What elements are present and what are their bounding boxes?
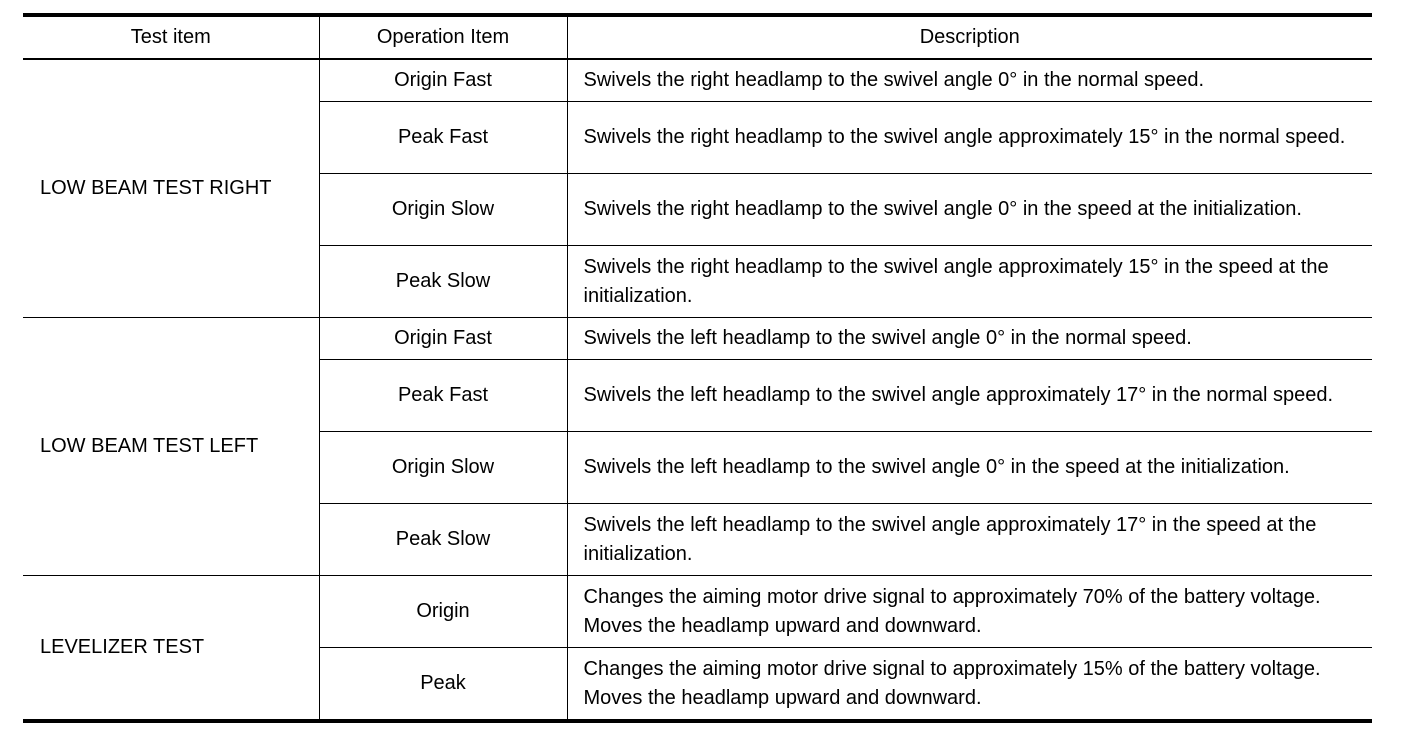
operation-item-cell: Peak Slow <box>319 504 567 576</box>
description-cell: Swivels the left headlamp to the swivel angle 0° in the speed at the initialization. <box>567 432 1372 504</box>
operation-item-cell: Peak Fast <box>319 360 567 432</box>
description-cell: Swivels the right headlamp to the swivel angle approximately 15° in the speed at the initialization. <box>567 246 1372 318</box>
description-cell: Swivels the left headlamp to the swivel angle approximately 17° in the speed at the initialization. <box>567 504 1372 576</box>
header-test-item: Test item <box>23 15 319 59</box>
test-item-cell: LEVELIZER TEST <box>23 576 319 722</box>
description-cell: Swivels the right headlamp to the swivel angle approximately 15° in the normal speed. <box>567 102 1372 174</box>
operation-item-cell: Peak <box>319 648 567 722</box>
table-row <box>23 59 1372 102</box>
operation-item-cell: Origin Slow <box>319 174 567 246</box>
description-cell: Swivels the right headlamp to the swivel angle 0° in the normal speed. <box>567 59 1372 102</box>
header-operation-item: Operation Item <box>319 15 567 59</box>
test-item-table <box>23 13 1372 723</box>
table-row <box>23 576 1372 648</box>
description-cell: Swivels the right headlamp to the swivel angle 0° in the speed at the initialization. <box>567 174 1372 246</box>
table-body <box>23 59 1372 721</box>
description-cell: Changes the aiming motor drive signal to approximately 15% of the battery voltage. Moves the headlamp upward and downward. <box>567 648 1372 722</box>
description-cell: Changes the aiming motor drive signal to approximately 70% of the battery voltage. Moves the headlamp upward and downward. <box>567 576 1372 648</box>
operation-item-cell: Peak Fast <box>319 102 567 174</box>
header-row <box>23 15 1372 59</box>
table-header <box>23 15 1372 59</box>
description-cell: Swivels the left headlamp to the swivel angle approximately 17° in the normal speed. <box>567 360 1372 432</box>
operation-item-cell: Origin Slow <box>319 432 567 504</box>
operation-item-cell: Origin Fast <box>319 318 567 360</box>
test-item-cell: LOW BEAM TEST LEFT <box>23 318 319 576</box>
description-cell: Swivels the left headlamp to the swivel angle 0° in the normal speed. <box>567 318 1372 360</box>
operation-item-cell: Origin <box>319 576 567 648</box>
test-item-cell: LOW BEAM TEST RIGHT <box>23 59 319 318</box>
table-row <box>23 318 1372 360</box>
operation-item-cell: Origin Fast <box>319 59 567 102</box>
operation-item-cell: Peak Slow <box>319 246 567 318</box>
header-description: Description <box>567 15 1372 59</box>
